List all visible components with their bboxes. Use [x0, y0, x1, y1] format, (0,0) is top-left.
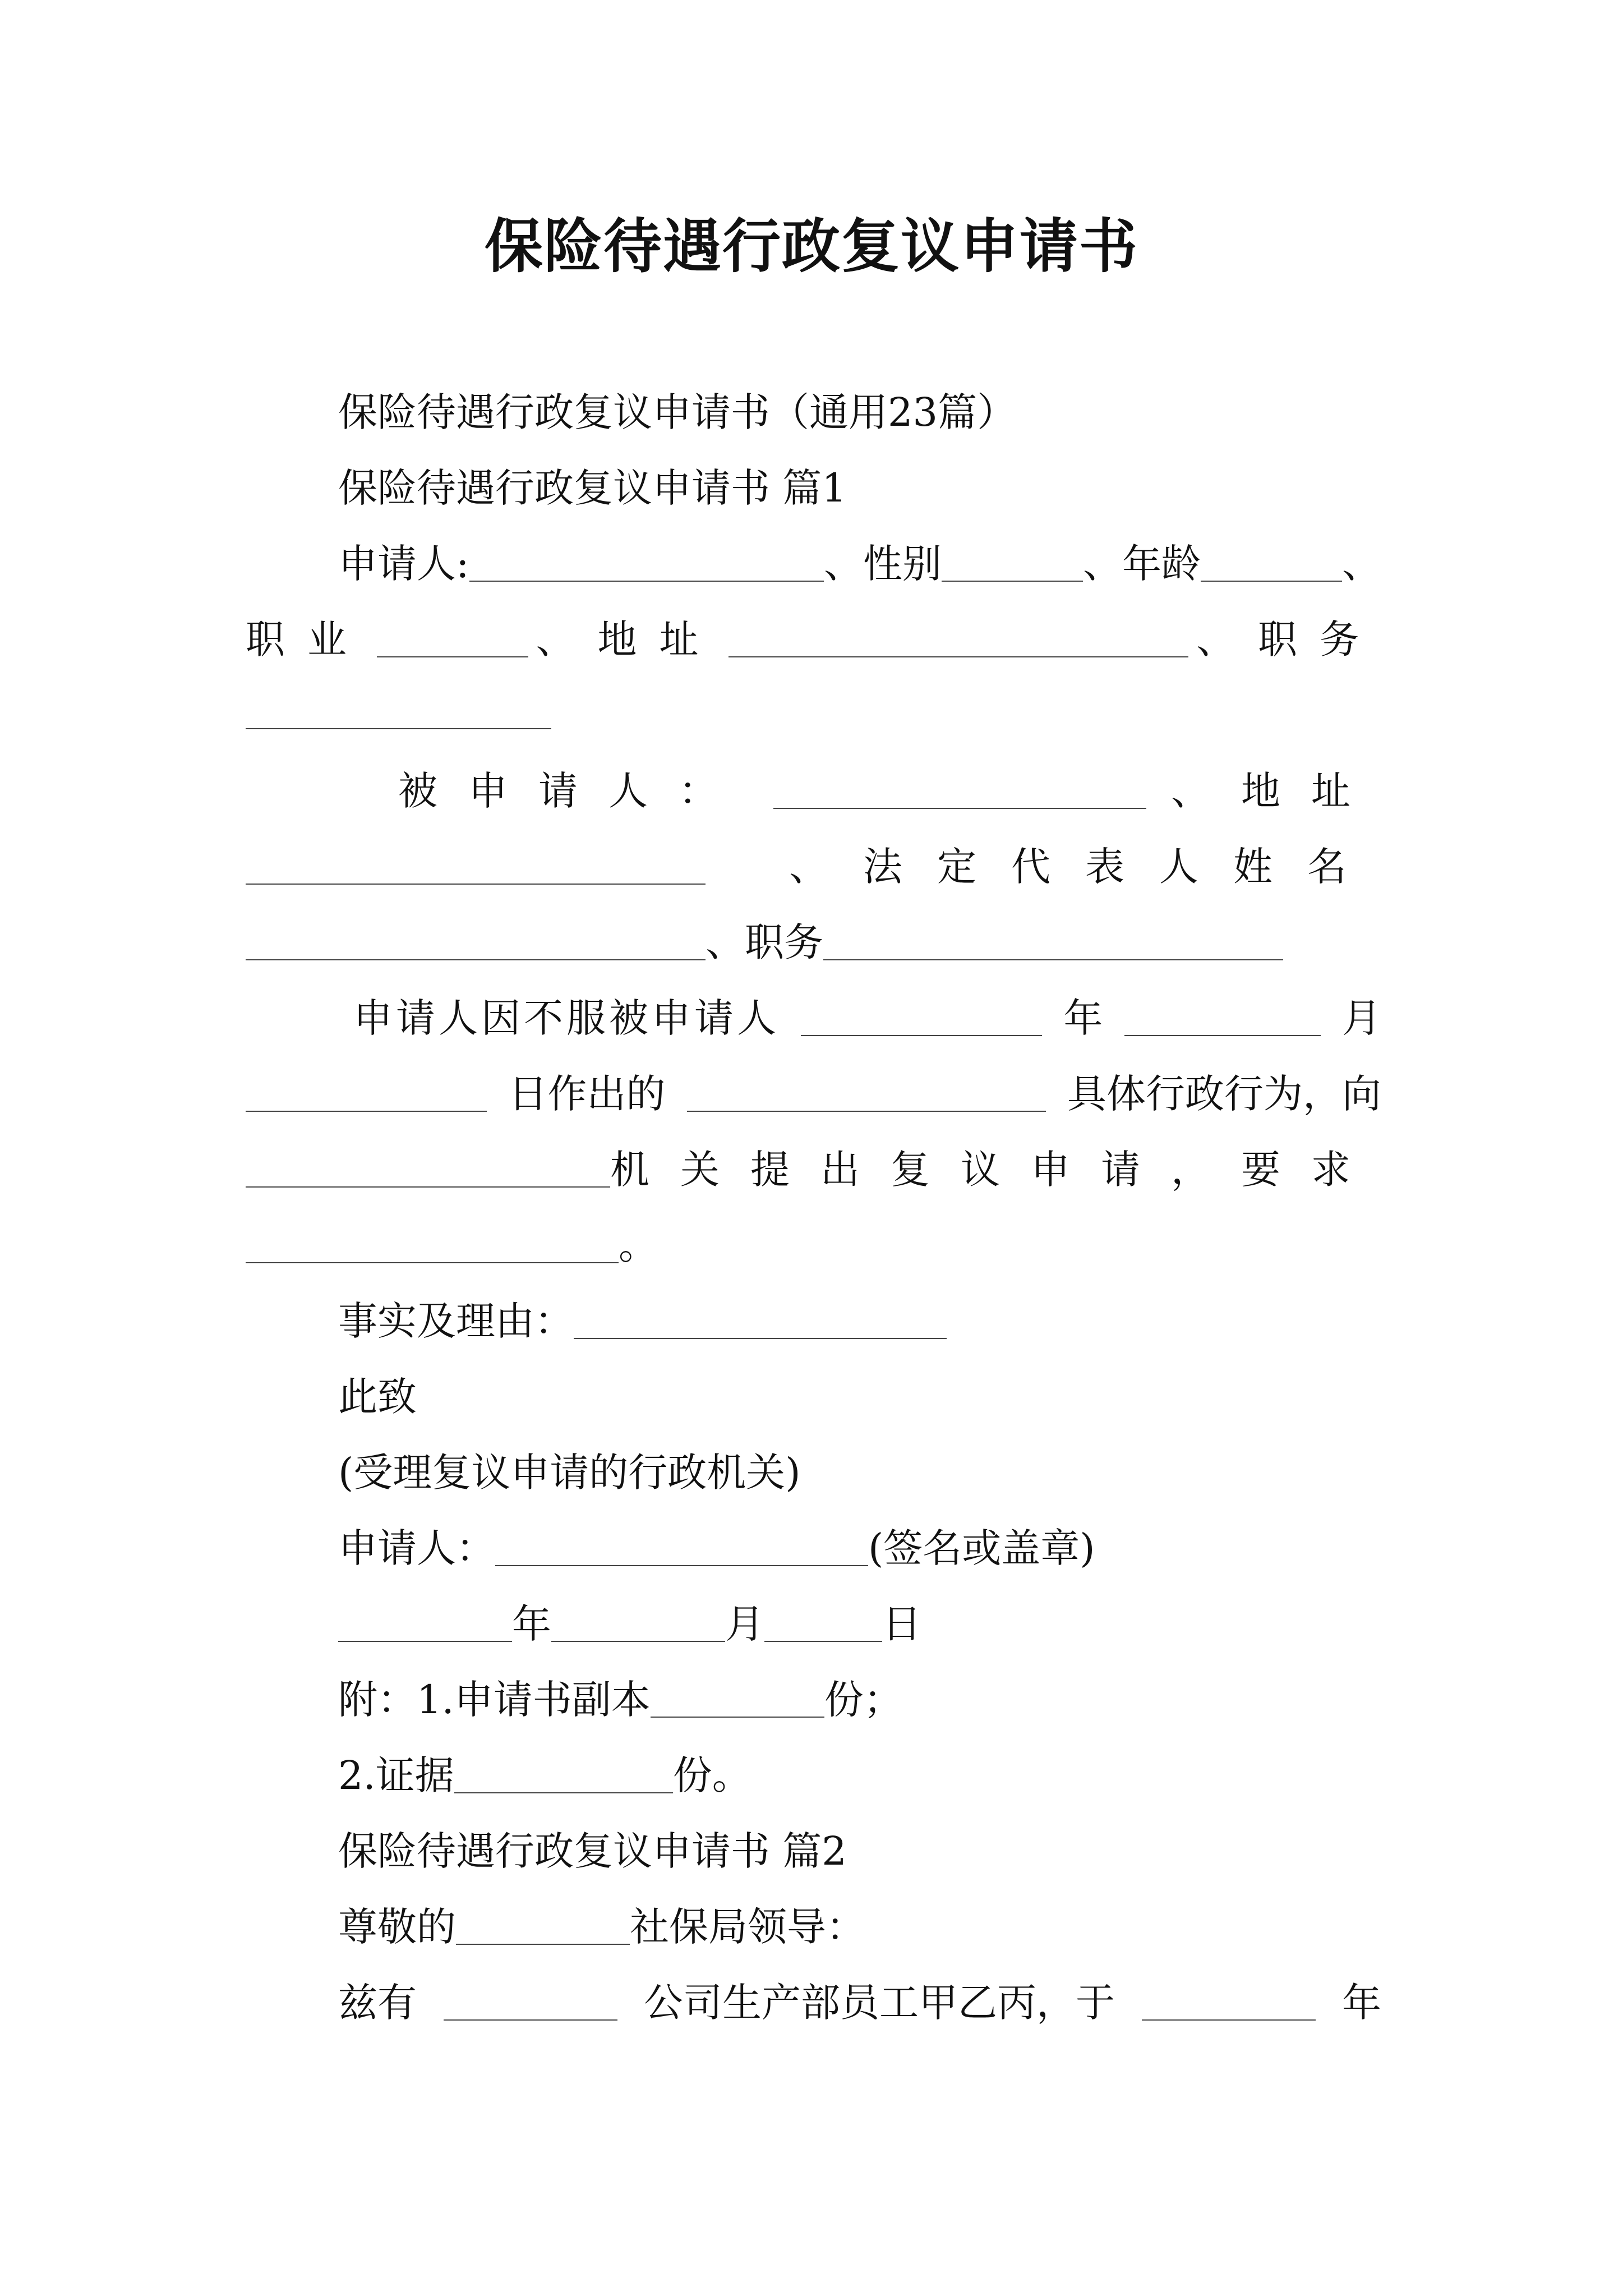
year-blank-1: [801, 996, 1042, 1036]
position-blank-line: [246, 684, 1381, 746]
recipient-line: [338, 1442, 1381, 1503]
position-label: 、职务: [1196, 616, 1381, 662]
attachment-line-1: [338, 1669, 1381, 1731]
admin-act-text: 具体行政行为，向: [1067, 1071, 1381, 1117]
address-blank: [728, 617, 1188, 657]
gender-label: 、性别: [823, 541, 942, 587]
legal-rep-label: 、法定代表人姓名: [789, 844, 1381, 890]
greeting-prefix: 尊敬的: [338, 1904, 456, 1950]
section-heading-text: 保险待遇行政复议申请书 篇1: [338, 465, 847, 511]
applicant-line: [338, 533, 1381, 595]
reason-line-2: [246, 1063, 1381, 1125]
respondent-label: 被申请人：: [398, 768, 749, 814]
salutation-line: [338, 1366, 1381, 1428]
facts-label: 事实及理由：: [338, 1298, 574, 1344]
occupation-blank: [377, 617, 528, 657]
month-label-2: 月: [725, 1601, 764, 1647]
copy-count-blank: [651, 1677, 824, 1718]
respondent-line: [398, 760, 1381, 822]
evidence-unit-label: 份。: [672, 1752, 751, 1798]
year-blank-3: [1142, 1980, 1316, 2021]
legal-rep-name-blank: [246, 920, 706, 960]
request-review-text: 机关提出复议申请，要求: [610, 1147, 1381, 1193]
month-blank-2: [551, 1602, 725, 1642]
attachment-copy-label: 附：1.申请书副本: [338, 1677, 651, 1723]
respondent-blank: [773, 769, 1146, 809]
company-blank: [444, 1980, 617, 2021]
document-title: 保险待遇行政复议申请书: [484, 211, 1138, 280]
copy-unit-label: 份；: [824, 1677, 903, 1723]
day-label-2: 日: [882, 1601, 921, 1647]
applicant-label: 申请人:: [338, 541, 469, 587]
agency-blank: [246, 1147, 610, 1188]
legal-rep-position-line: [246, 912, 1381, 973]
social-security-office-blank: [456, 1904, 630, 1945]
legal-rep-position-blank: [823, 920, 1283, 960]
position-blank: [246, 689, 551, 729]
greeting-line: [338, 1896, 1381, 1958]
age-label: 、年龄: [1082, 541, 1201, 587]
respondent-address-blank: [246, 844, 706, 885]
age-blank: [1201, 541, 1342, 582]
year-label-1: 年: [1063, 995, 1103, 1041]
signature-line: [338, 1517, 1381, 1579]
section-heading-2: [338, 1820, 1381, 1882]
subtitle-text: 保险待遇行政复议申请书（通用23篇）: [338, 389, 1017, 435]
respondent-address-label: 、地址: [1171, 768, 1381, 814]
body-prefix: 兹有: [338, 1980, 417, 2026]
legal-rep-line: [246, 836, 1381, 898]
signature-blank: [495, 1526, 868, 1566]
reason-line-3: [246, 1139, 1381, 1200]
reason-line-4: [246, 1214, 1381, 1276]
day-blank-2: [764, 1602, 882, 1642]
section-heading-text-2: 保险待遇行政复议申请书 篇2: [338, 1828, 847, 1874]
applicant-blank: [469, 541, 824, 582]
greeting-suffix: 社保局领导：: [630, 1904, 865, 1950]
request-blank: [246, 1223, 619, 1263]
body-employees-text: 公司生产部员工甲乙丙，于: [644, 1980, 1115, 2026]
period: 。: [619, 1222, 658, 1268]
body-line: [338, 1972, 1381, 2033]
year-label-2: 年: [512, 1601, 551, 1647]
recipient-text: (受理复议申请的行政机关): [338, 1450, 801, 1496]
occupation-label: 职业: [246, 616, 369, 662]
day-made-text: 日作出的: [508, 1071, 666, 1117]
admin-act-blank: [687, 1071, 1046, 1112]
evidence-label: 2.证据: [338, 1752, 454, 1798]
attachment-line-2: [338, 1745, 1381, 1806]
reason-line-1: [353, 987, 1381, 1049]
not-satisfied-text: 申请人因不服被申请人: [353, 995, 780, 1041]
legal-rep-position-label: 、职务: [706, 919, 823, 965]
month-label-1: 月: [1342, 995, 1381, 1041]
facts-blank: [574, 1299, 947, 1339]
day-blank-1: [246, 1071, 487, 1112]
separator: 、: [1341, 541, 1381, 587]
salutation-text: 此致: [338, 1374, 417, 1420]
date-line: [338, 1593, 1381, 1655]
year-label-3: 年: [1342, 1980, 1381, 2026]
occupation-line: [246, 609, 1381, 670]
year-blank-2: [338, 1602, 512, 1642]
sign-or-seal-text: (签名或盖章): [868, 1525, 1095, 1571]
facts-line: [338, 1290, 1381, 1352]
gender-blank: [942, 541, 1083, 582]
section-heading-1: [338, 457, 1381, 519]
address-label: 、地址: [536, 616, 721, 662]
signature-label: 申请人：: [338, 1525, 495, 1571]
subtitle-line: [338, 381, 1381, 443]
evidence-count-blank: [454, 1753, 673, 1793]
month-blank-1: [1124, 996, 1321, 1036]
